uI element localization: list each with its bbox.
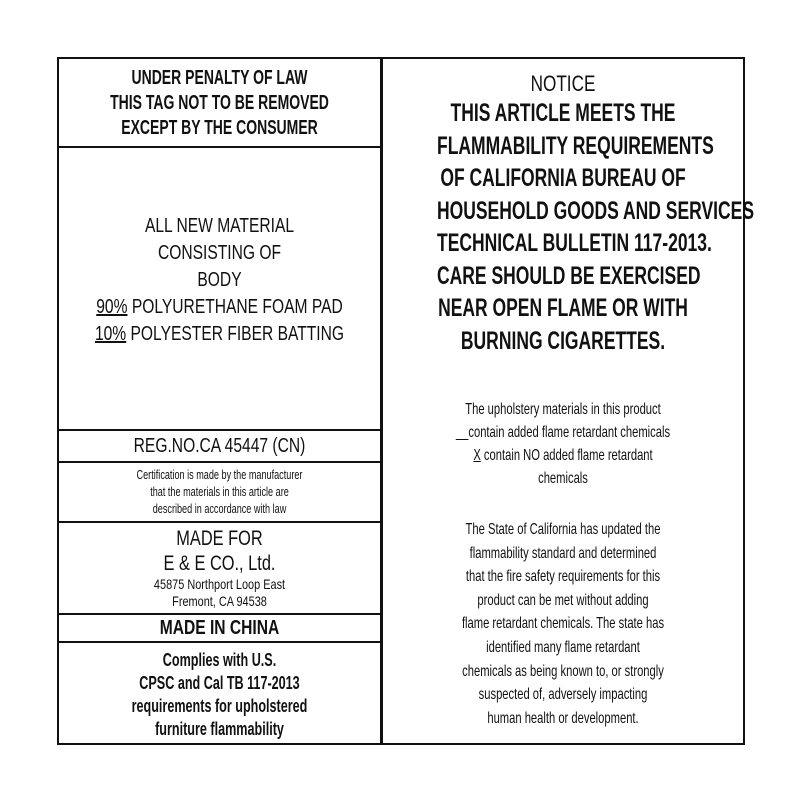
option-mark-checked: X [473,447,481,464]
state-line: that the fire safety requirements for this [465,568,661,586]
compliance-line: furniture flammability [155,719,284,739]
state-line: chemicals as being known to, or strongly [462,662,664,680]
compliance-line: Complies with U.S. [162,650,277,670]
disclosure-option-added [437,421,689,444]
materials-line: ALL NEW MATERIAL [144,215,295,237]
option-mark-blank: __ [455,424,469,441]
law-label-tag [57,57,755,745]
notice-line: OF CALIFORNIA BUREAU OF [440,164,686,192]
material-name: POLYURETHANE FOAM PAD [127,296,343,318]
made-for-heading: MADE FOR [176,527,263,550]
material-percent: 90% [96,296,128,318]
disclosure-intro: The upholstery materials in this product [465,401,661,418]
penalty-notice [59,59,380,148]
disclosure-option-cont: chemicals [538,470,588,487]
notice-line: NEAR OPEN FLAME OR WITH [438,294,688,322]
certification-statement [59,463,380,523]
certification-line: that the materials in this article are [150,484,289,499]
material-name: POLYESTER FIBER BATTING [126,323,345,345]
certification-line: described in accordance with law [152,501,287,516]
disclosure-option-none [437,444,689,467]
left-column [59,59,380,743]
state-statement [383,518,743,730]
registration-number: REG.NO.CA 45447 (CN) [59,431,380,463]
penalty-line: UNDER PENALTY OF LAW [131,67,308,89]
option-text: contain NO added flame retardant [480,447,653,464]
notice-section [383,71,755,357]
notice-line: THIS ARTICLE MEETS THE [450,99,676,127]
state-line: human health or development. [487,709,639,727]
flame-retardant-disclosure [383,398,743,490]
company-name: E & E CO., Ltd. [163,552,276,575]
compliance-statement [59,643,380,747]
compliance-line: requirements for upholstered [131,696,308,716]
state-line: flammability standard and determined [469,544,657,562]
made-for-section [59,523,380,615]
materials-line: BODY [197,269,242,291]
certification-line: Certification is made by the manufacturer [136,467,303,482]
notice-line: FLAMMABILITY REQUIREMENTS [437,131,714,160]
state-line: suspected of, adversely impacting [478,686,648,704]
state-line: The State of California has updated the [465,521,661,538]
company-address: 45875 Northport Loop East [153,576,286,592]
notice-line: CARE SHOULD BE EXERCISED [437,261,701,290]
notice-line: BURNING CIGARETTES. [460,326,666,355]
material-item [94,321,344,348]
penalty-line: EXCEPT BY THE CONSUMER [121,117,318,139]
notice-body [383,97,755,357]
notice-heading: NOTICE [530,71,596,96]
state-line: product can be met without adding [477,591,649,609]
penalty-line: THIS TAG NOT TO BE REMOVED [110,92,329,114]
materials-line: CONSISTING OF [157,242,282,264]
materials-section [59,148,380,431]
notice-line: TECHNICAL BULLETIN 117-2013. [437,229,712,257]
state-line: flame retardant chemicals. The state has [461,615,665,633]
country-of-origin: MADE IN CHINA [59,615,380,643]
compliance-line: CPSC and Cal TB 117-2013 [139,673,300,693]
state-line: identified many flame retardant [486,638,640,656]
right-column [383,59,755,743]
company-address: Fremont, CA 94538 [172,593,267,609]
notice-line: HOUSEHOLD GOODS AND SERVICES [437,196,755,225]
material-item [94,294,344,321]
material-percent: 10% [94,323,127,345]
option-text: contain added flame retardant chemicals [468,424,671,441]
